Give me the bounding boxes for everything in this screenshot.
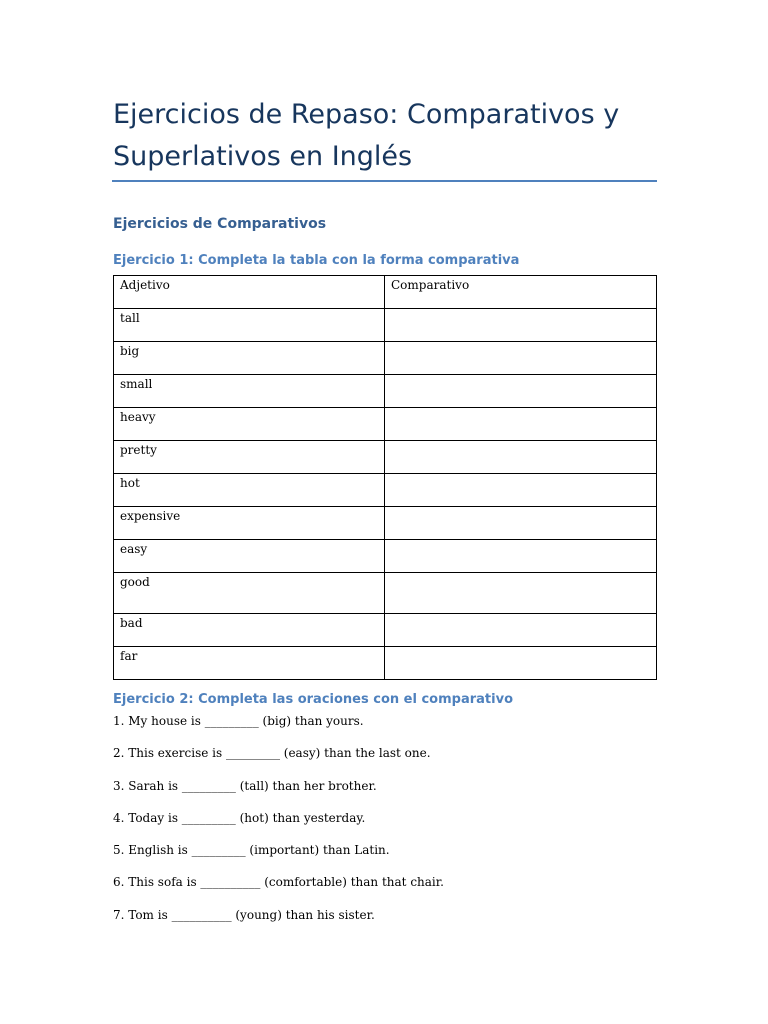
sentence-item: 2. This exercise is _________ (easy) than the last one. — [113, 746, 431, 761]
exercise-2-heading: Ejercicio 2: Completa las oraciones con el comparativo — [113, 692, 513, 707]
table-row — [114, 474, 657, 507]
column-header-comparativo: Comparativo — [385, 276, 657, 309]
comparative-answer-cell[interactable] — [385, 342, 657, 375]
comparative-answer-cell[interactable] — [385, 647, 657, 680]
sentence-list — [113, 713, 444, 939]
table-row — [114, 342, 657, 375]
sentence-item: 1. My house is _________ (big) than yours. — [113, 714, 364, 728]
table-row — [114, 408, 657, 441]
comparative-answer-cell[interactable] — [385, 375, 657, 408]
table-row — [114, 309, 657, 342]
title-underline — [112, 180, 657, 182]
adjective-cell: expensive — [114, 507, 385, 540]
comparative-answer-cell[interactable] — [385, 507, 657, 540]
adjective-cell: pretty — [114, 441, 385, 474]
adjective-cell: easy — [114, 540, 385, 573]
adjective-cell: bad — [114, 614, 385, 647]
exercise-1-heading: Ejercicio 1: Completa la tabla con la forma comparativa — [113, 253, 520, 268]
comparative-answer-cell[interactable] — [385, 441, 657, 474]
comparative-answer-cell[interactable] — [385, 408, 657, 441]
section-heading-comparatives: Ejercicios de Comparativos — [113, 216, 327, 232]
table-row — [114, 573, 657, 614]
comparative-answer-cell[interactable] — [385, 474, 657, 507]
table-row — [114, 375, 657, 408]
sentence-item: 7. Tom is __________ (young) than his sister. — [113, 907, 375, 922]
adjective-cell: far — [114, 647, 385, 680]
adjective-cell: heavy — [114, 408, 385, 441]
document-title: Ejercicios de Repaso: Comparativos y Superlativos en Inglés — [113, 99, 620, 172]
column-header-adjetivo: Adjetivo — [114, 276, 385, 309]
table-row — [114, 507, 657, 540]
comparative-answer-cell[interactable] — [385, 540, 657, 573]
adjective-cell: hot — [114, 474, 385, 507]
adjective-cell: good — [114, 573, 385, 614]
table-row — [114, 540, 657, 573]
table-row — [114, 441, 657, 474]
comparative-table — [113, 275, 657, 680]
sentence-item: 4. Today is _________ (hot) than yesterday. — [113, 810, 366, 825]
comparative-answer-cell[interactable] — [385, 309, 657, 342]
adjective-cell: big — [114, 342, 385, 375]
sentence-item: 5. English is _________ (important) than Latin. — [113, 843, 390, 858]
adjective-cell: small — [114, 375, 385, 408]
comparative-answer-cell[interactable] — [385, 614, 657, 647]
table-row — [114, 647, 657, 680]
sentence-item: 6. This sofa is __________ (comfortable) than that chair. — [113, 875, 444, 890]
table-row — [114, 614, 657, 647]
adjective-cell: tall — [114, 309, 385, 342]
comparative-answer-cell[interactable] — [385, 573, 657, 614]
table-header-row — [114, 276, 657, 309]
sentence-item: 3. Sarah is _________ (tall) than her brother. — [113, 778, 377, 793]
